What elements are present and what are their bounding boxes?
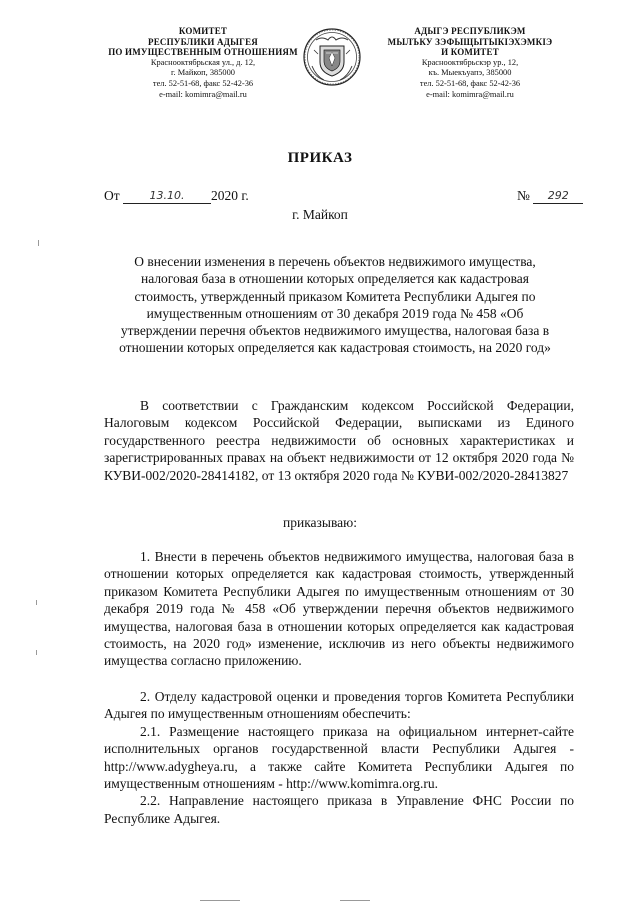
scan-mark: [36, 600, 37, 605]
number-prefix: №: [517, 188, 530, 203]
date-row: [104, 188, 249, 204]
order-subject: О внесении изменения в перечень объектов недвижимого имущества, налоговая база в отношении которых определяется как кадастровая стоимость, утвержденный приказом Комитета Республики Адыгея по имущественным отношениям от 30 декабря 2019 года № 458 «Об утверждении перечня объектов недвижимого имущества, налоговая база в отношении которых определяется как кадастровая стоимость, на 2020 год»: [119, 254, 551, 356]
org-phone: тел. 52-51-68, факс 52-42-36: [152, 78, 254, 88]
org-email: e-mail: komimra@mail.ru: [159, 89, 247, 99]
org-address-adyghe-line1: Краснооктябрьскэр ур., 12,: [421, 57, 519, 67]
date-suffix: 2020 г.: [211, 188, 249, 203]
preamble-text: В соответствии с Гражданским кодексом Российской Федерации, Налоговым кодексом Российской Федерации, выписками из Единого государственного реестра недвижимости об основных характеристиках и зарегистрированных правах на объект недвижимости от 12 октября 2020 года № КУВИ-002/2020-28414182, от 13 октября 2020 года № КУВИ-002/2020-28413827: [104, 398, 574, 483]
city-label: г. Майкоп: [292, 207, 348, 222]
item2-text: 2. Отделу кадастровой оценки и проведения торгов Комитета Республики Адыгея по имущественным отношениям обеспечить:: [104, 689, 574, 722]
item2-1-text: 2.1. Размещение настоящего приказа на официальном интернет-сайте исполнительных органов государственной власти Республики Адыгея - http://www.adygheya.ru, а также сайте Комитета Республики Адыгея по имущественным отношениям - http://www.komimra.org.ru.: [104, 723, 574, 792]
org-name-adyghe-line1: АДЫГЭ РЕСПУБЛИКЭМ: [414, 26, 526, 36]
item2-block: [104, 688, 574, 827]
scan-mark: [340, 900, 370, 901]
org-name-adyghe-line3: И КОМИТЕТ: [441, 47, 499, 58]
scan-mark: [38, 240, 39, 246]
date-value: 13.10.: [123, 189, 211, 204]
number-value: 292: [533, 189, 583, 204]
item1-paragraph: [104, 548, 574, 670]
item1-text: 1. Внести в перечень объектов недвижимого имущества, налоговая база в отношении которых определяется как кадастровая стоимость, утвержденный приказом Комитета Республики Адыгея по имущественным отношениям от 30 декабря 2019 года № 458 «Об утверждении перечня объектов недвижимого имущества, налоговая база в отношении которых определяется как кадастровая стоимость, на 2020 год» изменение, исключив из него объекты недвижимого имущества согласно приложению.: [104, 549, 574, 669]
org-phone-adyghe: тел. 52-51-68, факс 52-42-36: [419, 78, 521, 88]
scan-mark: [36, 650, 37, 655]
order-word: приказываю:: [283, 515, 357, 530]
org-name-line2: РЕСПУБЛИКИ АДЫГЕЯ: [148, 36, 258, 47]
org-address-adyghe-line2: къ. Мыекъуапэ, 385000: [428, 68, 512, 78]
number-row: [517, 188, 583, 204]
header-right-block: [355, 26, 585, 100]
preamble-paragraph: [104, 397, 574, 484]
document-title: ПРИКАЗ: [287, 150, 353, 166]
header-left-block: [88, 26, 318, 100]
org-name-adyghe-line2: МЫЛЪКУ ЗЭФЫЩЫТЫКІЭХЭМКІЭ: [387, 36, 553, 47]
coat-of-arms-icon: [302, 26, 362, 88]
org-address-line1: Краснооктябрьская ул., д. 12,: [150, 57, 256, 67]
org-name-line3: ПО ИМУЩЕСТВЕННЫМ ОТНОШЕНИЯМ: [108, 47, 298, 58]
date-prefix: От: [104, 188, 120, 203]
scan-mark: [200, 900, 240, 901]
org-email-adyghe: e-mail: komimra@mail.ru: [426, 89, 514, 99]
org-name-line1: КОМИТЕТ: [178, 26, 228, 36]
item2-2-text: 2.2. Направление настоящего приказа в Управление ФНС России по Республике Адыгея.: [104, 793, 574, 826]
org-address-line2: г. Майкоп, 385000: [171, 68, 235, 78]
